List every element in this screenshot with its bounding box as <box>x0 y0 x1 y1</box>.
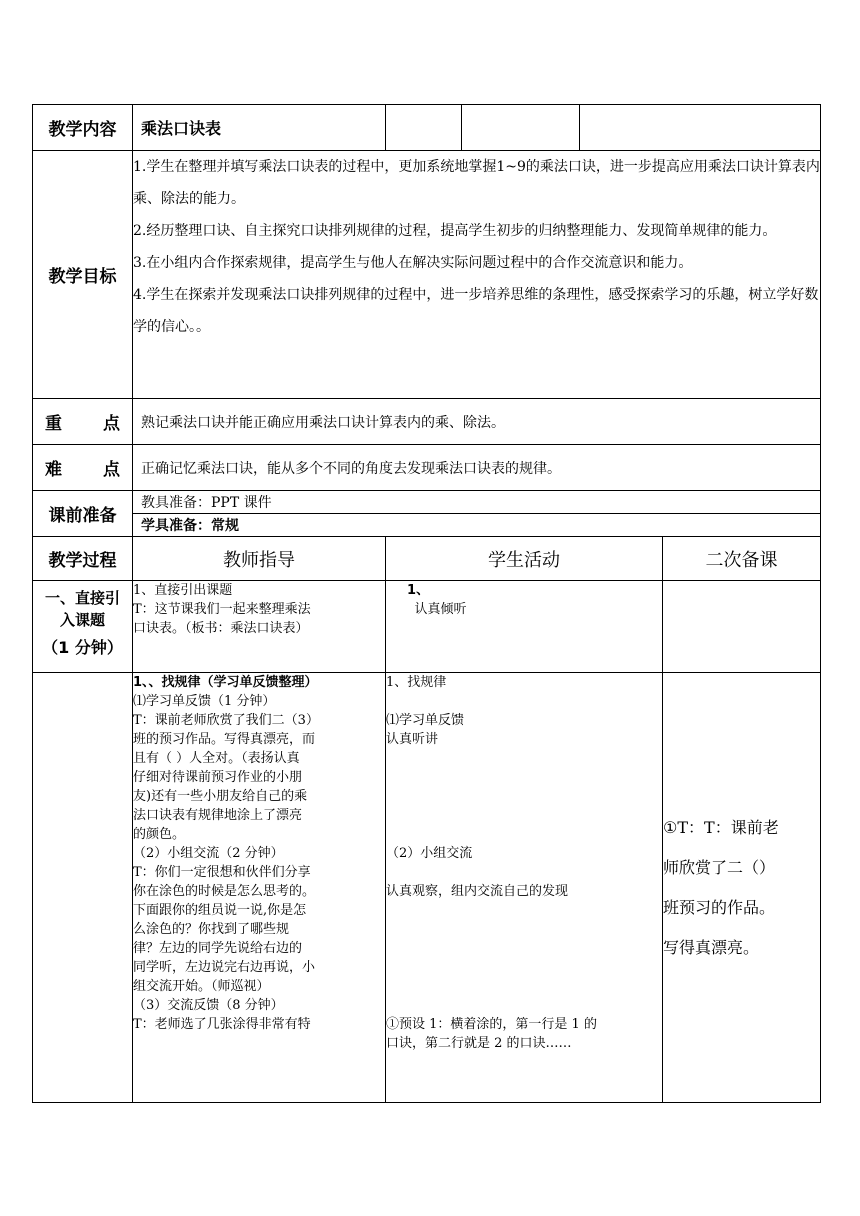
header-teacher: 教师指导 <box>133 537 386 581</box>
text-line: （2）小组交流 <box>386 846 473 861</box>
text-line: 你在涂色的时候是怎么思考的。 <box>133 884 316 899</box>
goals-list <box>133 151 821 399</box>
text-line: ①预设 1：横着涂的，第一行是 1 的 <box>386 1017 597 1032</box>
content-empty-3 <box>580 105 821 151</box>
text-line: T：课前老师欣赏了我们二（3） <box>133 713 319 728</box>
step1-second <box>663 581 821 673</box>
row-step-2 <box>33 673 821 1103</box>
text-line: 律？左边的同学先说给右边的 <box>133 941 303 956</box>
text-line: 口诀，第二行就是 2 的口诀…… <box>386 1036 572 1051</box>
goals-label: 教学目标 <box>33 151 133 399</box>
row-difficult-point <box>33 445 821 491</box>
text-line: ⑴学习单反馈 <box>386 713 465 728</box>
text-line <box>386 958 662 977</box>
header-process: 教学过程 <box>33 537 133 581</box>
text-line: 的颜色。 <box>133 827 186 842</box>
text-line <box>386 692 662 711</box>
difficult-point-label: 难 点 <box>33 445 133 491</box>
row-prep-student <box>33 514 821 537</box>
text-line <box>386 939 662 958</box>
lesson-plan-table <box>32 104 821 1103</box>
text-line: 组交流开始。（师巡视） <box>133 979 270 994</box>
content-empty-2 <box>462 105 580 151</box>
key-point-label: 重 点 <box>33 399 133 445</box>
row-key-point <box>33 399 821 445</box>
content-value: 乘法口诀表 <box>133 105 386 151</box>
text-line: 仔细对待课前预习作业的小朋 <box>133 770 303 785</box>
step2-second <box>663 673 821 1103</box>
text-line: ①T：T：课前老 <box>663 817 779 837</box>
text-line: 1、找规律 <box>386 675 447 690</box>
step1-student: 1、 认真倾听 <box>386 581 663 673</box>
step1-teacher: 1、直接引出课题 T：这节课我们一起来整理乘法 口诀表。（板书：乘法口诀表） <box>133 581 386 673</box>
text-line: 班的预习作品。写得真漂亮，而 <box>133 732 316 747</box>
text-line: 班预习的作品。 <box>663 897 776 917</box>
text-line: T：你们一定很想和伙伴们分享 <box>133 865 311 880</box>
text-line: 师欣赏了二（） <box>663 857 776 877</box>
goal-item: 2.经历整理口诀、自主探究口诀排列规律的过程，提高学生初步的归纳整理能力、发现简单规律的能力。 <box>133 223 777 239</box>
text-line: 且有（ ）人全对。（表扬认真 <box>133 751 300 766</box>
prep-label: 课前准备 <box>33 491 133 537</box>
text-line: ⑴学习单反馈（1 分钟） <box>133 694 276 709</box>
step2-teacher <box>133 673 386 1103</box>
difficult-point-value: 正确记忆乘法口诀，能从多个不同的角度去发现乘法口诀表的规律。 <box>133 445 821 491</box>
text-line: （3）交流反馈（8 分钟） <box>133 998 284 1013</box>
header-student: 学生活动 <box>386 537 663 581</box>
row-prep-teacher <box>33 491 821 514</box>
content-label: 教学内容 <box>33 105 133 151</box>
text-line: （2）小组交流（2 分钟） <box>133 846 284 861</box>
header-second: 二次备课 <box>663 537 821 581</box>
text-line: T：老师选了几张涂得非常有特 <box>133 1017 311 1032</box>
text-line <box>386 768 662 787</box>
text-line <box>386 787 662 806</box>
text-line: 么涂色的？你找到了哪些规 <box>133 922 290 937</box>
text-line <box>386 996 662 1015</box>
text-line <box>386 825 662 844</box>
prep-teacher: 教具准备：PPT 课件 <box>133 491 821 514</box>
row-headers <box>33 537 821 581</box>
text-line <box>386 977 662 996</box>
text-line: 1、、找规律（学习单反馈整理） <box>133 675 318 690</box>
row-goals <box>33 151 821 399</box>
row-step-1 <box>33 581 821 673</box>
row-content <box>33 105 821 151</box>
step2-student <box>386 673 663 1103</box>
text-line <box>386 749 662 768</box>
text-line <box>386 920 662 939</box>
content-empty-1 <box>386 105 462 151</box>
text-line: 下面跟你的组员说一说,你是怎 <box>133 903 307 918</box>
step1-stage: 一、直接引 入课题 （1 分钟） <box>33 581 133 673</box>
text-line: 认真听讲 <box>386 732 439 747</box>
text-line: 认真观察，组内交流自己的发现 <box>386 884 569 899</box>
step2-stage <box>33 673 133 1103</box>
goal-item: 1.学生在整理并填写乘法口诀表的过程中，更加系统地掌握1~9的乘法口诀，进一步提高应用乘法口诀计算表内乘、除法的能力。 <box>133 159 820 207</box>
text-line <box>386 901 662 920</box>
prep-student: 学具准备：常规 <box>133 514 821 537</box>
goal-item: 4.学生在探索并发现乘法口诀排列规律的过程中，进一步培养思维的条理性，感受探索学习的乐趣，树立学好数学的信心。。 <box>133 287 819 335</box>
text-line: 同学听，左边说完右边再说，小 <box>133 960 316 975</box>
key-point-value: 熟记乘法口诀并能正确应用乘法口诀计算表内的乘、除法。 <box>133 399 821 445</box>
text-line: 写得真漂亮。 <box>663 937 760 957</box>
text-line <box>386 806 662 825</box>
goal-item: 3.在小组内合作探索规律，提高学生与他人在解决实际问题过程中的合作交流意识和能力。 <box>133 255 693 271</box>
text-line: 友)还有一些小朋友给自己的乘 <box>133 789 308 804</box>
text-line <box>386 863 662 882</box>
text-line: 法口诀表有规律地涂上了漂亮 <box>133 808 303 823</box>
